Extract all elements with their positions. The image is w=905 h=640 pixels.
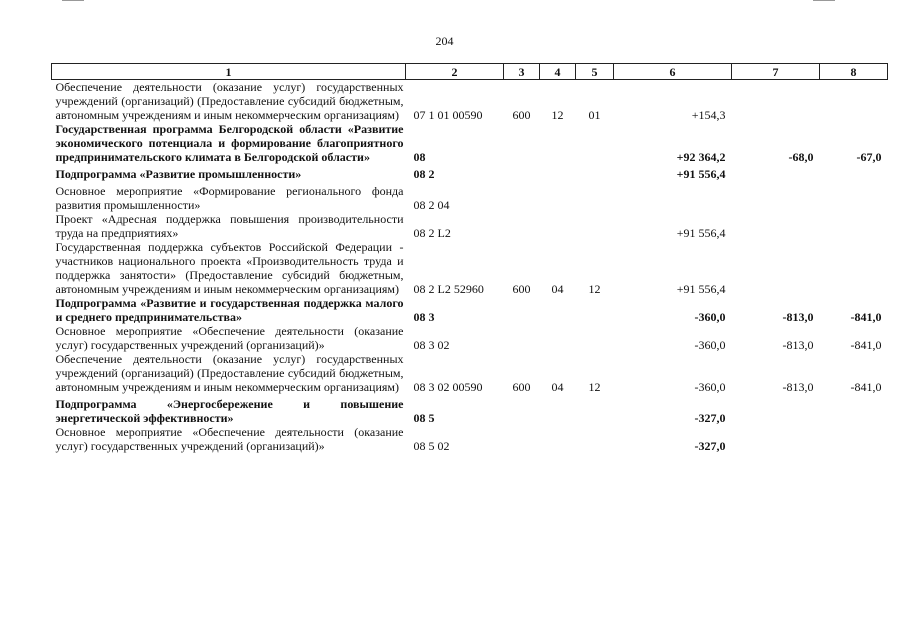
row-value-7: -68,0	[788, 150, 814, 164]
row-name: Подпрограмма «Развитие и государственная поддержка малого и среднего предпринимательства»	[55, 296, 404, 324]
row-value-7	[732, 394, 820, 425]
row-value-8	[820, 240, 888, 296]
row-code: 08 5	[413, 411, 435, 425]
row-name: Подпрограмма «Развитие промышленности»	[55, 167, 302, 181]
header-row	[52, 64, 888, 80]
row-name: Проект «Адресная поддержка повышения производительности труда на предприятиях»	[55, 212, 404, 240]
header-col-8: 8	[820, 64, 888, 80]
row-col3	[504, 425, 540, 453]
row-value-6: +92 364,2	[676, 150, 726, 164]
row-value-6: -360,0	[694, 338, 726, 352]
row-name: Подпрограмма «Энергосбережение и повышение энергетической эффективности»	[55, 397, 404, 425]
table-row	[52, 425, 888, 453]
row-value-7: -813,0	[782, 338, 814, 352]
row-col3	[504, 122, 540, 164]
row-value-7	[732, 181, 820, 212]
header-col-3: 3	[504, 64, 540, 80]
row-value-8: -841,0	[850, 380, 882, 394]
row-col4	[540, 164, 576, 181]
row-value-8: -841,0	[850, 310, 882, 324]
table-row	[52, 122, 888, 164]
table-row	[52, 352, 888, 394]
row-value-7	[732, 240, 820, 296]
row-value-8: -841,0	[850, 338, 882, 352]
header-col-6: 6	[614, 64, 732, 80]
table-row	[52, 296, 888, 324]
row-col4	[540, 394, 576, 425]
row-col4	[540, 324, 576, 352]
row-name: Основное мероприятие «Формирование регионального фонда развития промышленности»	[55, 184, 404, 212]
row-value-6: +91 556,4	[676, 226, 726, 240]
row-value-7	[732, 212, 820, 240]
row-col4	[540, 122, 576, 164]
row-col3	[504, 394, 540, 425]
row-col3	[504, 212, 540, 240]
row-value-7	[732, 425, 820, 453]
row-col4: 04	[551, 380, 564, 394]
row-value-8: -67,0	[856, 150, 882, 164]
row-name: Обеспечение деятельности (оказание услуг) государственных учреждений (организаций) (Предоставление субсидий бюджетным, автономным учреждениям и иным некоммерческим организациям)	[55, 80, 404, 122]
scan-mark	[813, 0, 835, 1]
table-row	[52, 394, 888, 425]
row-col5	[576, 394, 614, 425]
header-col-5: 5	[576, 64, 614, 80]
row-value-7	[732, 164, 820, 181]
row-value-8	[820, 394, 888, 425]
row-value-8	[820, 181, 888, 212]
row-value-6: +91 556,4	[676, 282, 726, 296]
header-col-2: 2	[406, 64, 504, 80]
row-value-8	[820, 212, 888, 240]
row-col5	[576, 425, 614, 453]
table-row	[52, 164, 888, 181]
header-col-7: 7	[732, 64, 820, 80]
row-col4: 12	[551, 108, 564, 122]
row-col3: 600	[512, 380, 531, 394]
row-value-6: -327,0	[694, 439, 726, 453]
header-col-1: 1	[52, 64, 406, 80]
row-col4	[540, 296, 576, 324]
row-col3	[504, 324, 540, 352]
table-row	[52, 212, 888, 240]
row-code: 07 1 01 00590	[413, 108, 483, 122]
row-code: 08 5 02	[413, 439, 450, 453]
row-value-6: -360,0	[694, 310, 726, 324]
row-col5	[576, 122, 614, 164]
row-value-8	[820, 164, 888, 181]
row-name: Основное мероприятие «Обеспечение деятельности (оказание услуг) государственных учреждений (организаций)»	[55, 425, 404, 453]
page-number: 204	[435, 34, 454, 48]
row-value-7	[732, 80, 820, 123]
row-col5: 12	[588, 282, 601, 296]
row-code: 08 2	[413, 167, 435, 181]
row-value-6	[614, 181, 732, 212]
row-col5	[576, 324, 614, 352]
row-code: 08 2 04	[413, 198, 450, 212]
row-value-7: -813,0	[782, 310, 814, 324]
row-value-8	[820, 80, 888, 123]
row-col5	[576, 164, 614, 181]
row-col5	[576, 181, 614, 212]
table-row	[52, 80, 888, 123]
row-name: Государственная поддержка субъектов Российской Федерации - участников национального проекта «Производительность труда и поддержка занятости» (Предоставление субсидий бюджетным, автономным учреждениям и иным некоммерческим организациям)	[55, 240, 404, 296]
table-row	[52, 181, 888, 212]
row-value-6: +154,3	[691, 108, 726, 122]
row-value-7: -813,0	[782, 380, 814, 394]
row-col3	[504, 164, 540, 181]
row-col4	[540, 181, 576, 212]
header-col-4: 4	[540, 64, 576, 80]
row-col3	[504, 181, 540, 212]
row-name: Государственная программа Белгородской области «Развитие экономического потенциала и формирование благоприятного предпринимательского климата в Белгородской области»	[55, 122, 404, 164]
row-name: Обеспечение деятельности (оказание услуг) государственных учреждений (организаций) (Предоставление субсидий бюджетным, автономным учреждениям и иным некоммерческим организациям)	[55, 352, 404, 394]
row-value-6: +91 556,4	[676, 167, 726, 181]
row-value-8	[820, 425, 888, 453]
row-col5	[576, 212, 614, 240]
scan-mark	[62, 0, 84, 1]
row-code: 08 3 02	[413, 338, 450, 352]
row-code: 08	[413, 150, 426, 164]
row-code: 08 2 L2 52960	[413, 282, 484, 296]
row-code: 08 3	[413, 310, 435, 324]
row-name: Основное мероприятие «Обеспечение деятельности (оказание услуг) государственных учреждений (организаций)»	[55, 324, 404, 352]
row-col5: 01	[588, 108, 601, 122]
row-value-6: -360,0	[694, 380, 726, 394]
row-col4: 04	[551, 282, 564, 296]
row-col5	[576, 296, 614, 324]
row-col3	[504, 296, 540, 324]
budget-table	[51, 63, 888, 453]
row-col4	[540, 212, 576, 240]
row-value-6: -327,0	[694, 411, 726, 425]
table-row	[52, 240, 888, 296]
table-body	[52, 80, 888, 454]
row-code: 08 2 L2	[413, 226, 451, 240]
row-col5: 12	[588, 380, 601, 394]
row-code: 08 3 02 00590	[413, 380, 483, 394]
row-col3: 600	[512, 108, 531, 122]
table-row	[52, 324, 888, 352]
row-col3: 600	[512, 282, 531, 296]
row-col4	[540, 425, 576, 453]
